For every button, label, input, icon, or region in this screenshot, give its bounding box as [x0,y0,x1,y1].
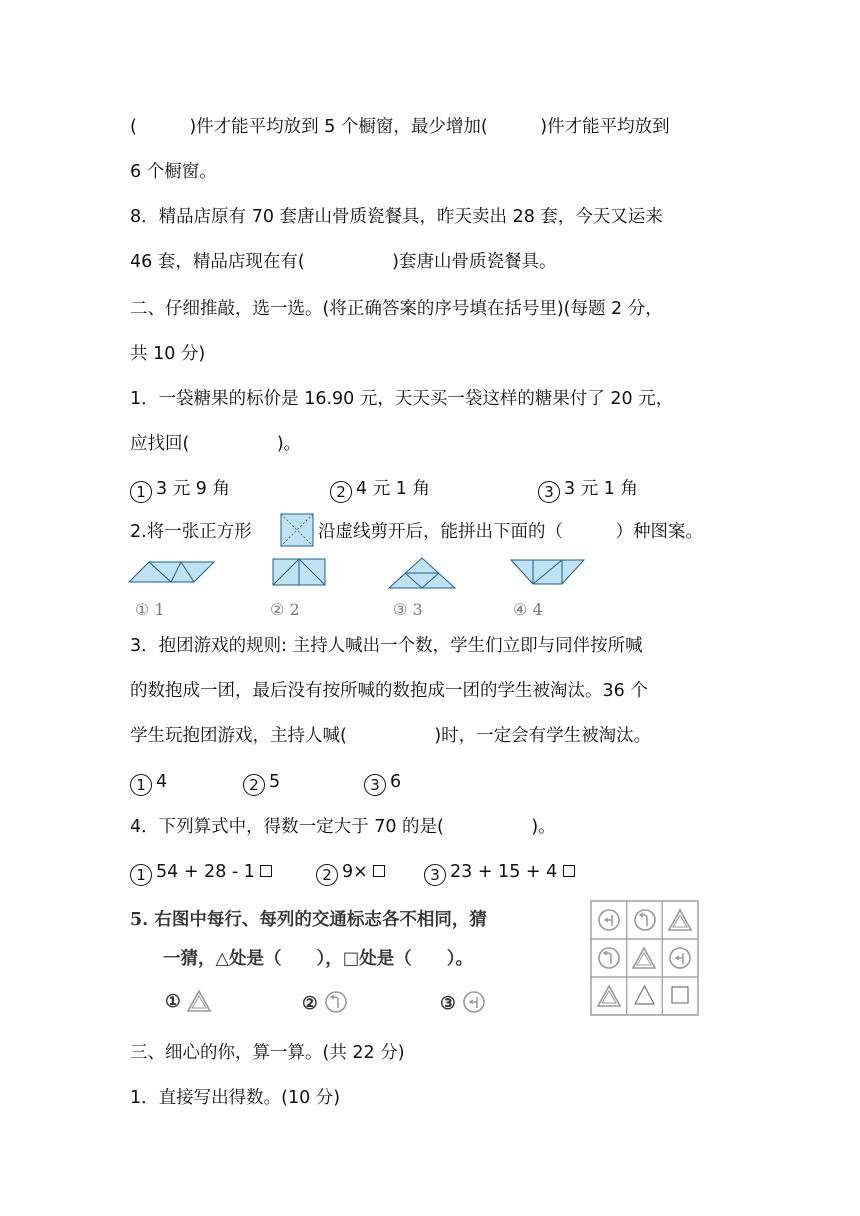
section-2-heading-end: 共 10 分) [130,344,206,364]
q4-option-3: 3 23 + 15 + 4 [424,860,575,886]
section-2-heading: 二、仔细推敲，选一选。(将正确答案的序号填在括号里)(每题 2 分， [130,299,663,319]
question-7-continuation-end: 6 个橱窗。 [130,162,217,182]
q2-label-2: ② 2 [270,600,300,619]
q2-label-4: ④ 4 [513,600,543,619]
left-turn-sign-icon [462,990,486,1014]
q1-option-3 [538,477,638,503]
blank-box-icon [260,865,272,877]
traffic-sign-grid [590,900,700,1016]
mc-question-3-cont: 的数抱成一团，最后没有按所喊的数抱成一团的学生被淘汰。36 个 [130,681,648,701]
q1-option-1 [130,477,230,503]
mc-question-5-cont: 一猜，△处是（ ），□处是（ ）。 [163,949,473,969]
figure-1-parallelogram [128,560,216,584]
mc-question-1: 1．一袋糖果的标价是 16.90 元，天天买一袋这样的糖果付了 20 元， [130,389,674,409]
mc-question-3: 3．抱团游戏的规则: 主持人喊出一个数，学生们立即与同伴按所喊 [130,636,643,656]
section-3-question-1: 1．直接写出得数。(10 分) [130,1088,341,1108]
q3-option-1: 1 4 [130,770,167,796]
figure-3-triangle [387,556,457,590]
mc-question-2-start: 2.将一张正方形 [130,522,252,542]
q2-label-3: ③ 3 [393,600,423,619]
option-text: 4 元 1 角 [356,479,430,499]
blank-box-icon [563,865,575,877]
circled-number: 2 [330,481,352,503]
circled-number: 3 [538,481,560,503]
q2-label-1: ① 1 [135,600,165,619]
question-8: 8．精品店原有 70 套唐山骨质瓷餐具，昨天卖出 28 套，今天又运来 [130,207,663,227]
mc-question-3-end: 学生玩抱团游戏，主持人喊( )时，一定会有学生被淘汰。 [130,726,652,746]
figure-2-rectangle [272,558,326,586]
dashed-square-icon [280,513,314,547]
mc-question-5: 5. 右图中每行、每列的交通标志各不相同，猜 [130,910,487,930]
mc-question-1-end: 应找回( )。 [130,434,302,454]
mc-question-2-end: 沿虚线剪开后，能拼出下面的（ ）种图案。 [318,522,703,542]
section-3-heading: 三、细心的你，算一算。(共 22 分) [130,1043,405,1063]
warning-triangle-sign-icon [187,990,211,1012]
option-text: 3 元 1 角 [564,479,638,499]
q5-option-2: ② [302,990,348,1016]
no-left-turn-sign-icon [324,990,348,1014]
circled-number: 1 [130,481,152,503]
q4-option-1: 1 54 + 28 - 1 [130,860,272,886]
option-text: 3 元 9 角 [156,479,230,499]
blank-box-icon [373,865,385,877]
figure-4-trapezoid [510,558,586,586]
mc-question-4: 4．下列算式中，得数一定大于 70 的是( )。 [130,817,556,837]
q4-option-2: 2 9× [316,860,385,886]
question-7-continuation: ( )件才能平均放到 5 个橱窗，最少增加( )件才能平均放到 [130,117,670,137]
q5-option-3: ③ [440,990,486,1016]
q3-option-3: 3 6 [364,770,401,796]
question-8-continuation: 46 套，精品店现在有( )套唐山骨质瓷餐具。 [130,252,557,272]
q5-option-1: ① [165,990,211,1014]
q1-option-2 [330,477,430,503]
q3-option-2: 2 5 [243,770,280,796]
